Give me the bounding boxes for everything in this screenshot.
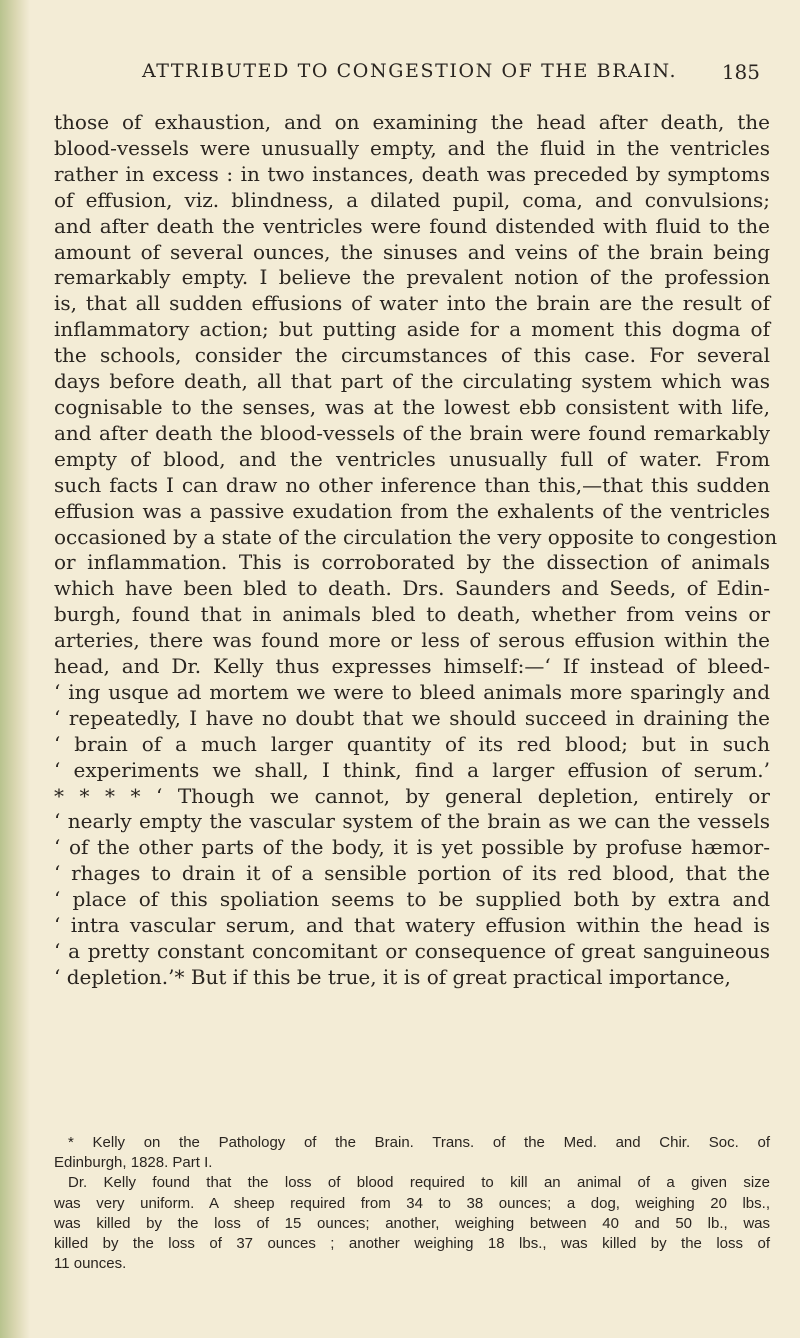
text-line: which have been bled to death. Drs. Saunders and Seeds, of Edin- [54,576,770,601]
text-line: rather in excess : in two instances, death was preceded by symptoms [54,161,770,186]
text-line: the schools, consider the circumstances of this case. For several [54,343,770,368]
text-line: empty of blood, and the ventricles unusually full of water. From [54,446,770,471]
page-number: 185 [721,60,760,84]
text-line: ‘ experiments we shall, I think, find a larger effusion of serum.’ [54,757,770,782]
text-line: ‘ ing usque ad mortem we were to bleed animals more sparingly and [54,679,770,704]
text-line: blood-vessels were unusually empty, and the fluid in the ventricles [54,135,770,160]
footnote-line: was killed by the loss of 15 ounces; another, weighing between 40 and 50 lb., was [54,1214,770,1232]
text-line: amount of several ounces, the sinuses and veins of the brain being [54,239,770,264]
footnotes [54,1133,770,1274]
footnote-line: killed by the loss of 37 ounces ; another weighing 18 lbs., was killed by the loss of [54,1235,770,1253]
page-edge-shadow [0,0,30,1338]
text-line: ‘ a pretty constant concomitant or consequence of great sanguineous [54,939,770,963]
footnote-line: 11 ounces. [54,1255,127,1273]
page-header [142,60,760,90]
text-line: ‘ depletion.’* But if this be true, it is of great practical importance, [54,964,731,989]
running-title: ATTRIBUTED TO CONGESTION OF THE BRAIN. [142,60,678,82]
text-line: of effusion, viz. blindness, a dilated pupil, coma, and convulsions; [54,187,770,212]
text-line: effusion was a passive exudation from the exhalents of the ventricles [54,498,770,523]
body-text [54,110,778,991]
text-line: ‘ repeatedly, I have no doubt that we should succeed in draining the [54,705,770,730]
footnote-line: Dr. Kelly found that the loss of blood required to kill an animal of a given size [68,1174,770,1192]
text-line: and after death the ventricles were found distended with fluid to the [54,213,770,238]
text-line: ‘ brain of a much larger quantity of its red blood; but in such [54,731,770,756]
text-line: cognisable to the senses, was at the lowest ebb consistent with life, [54,394,770,419]
text-line: or inflammation. This is corroborated by the dissection of animals [54,550,770,575]
text-line: ‘ place of this spoliation seems to be supplied both by extra and [54,887,770,912]
text-line: arteries, there was found more or less of serous effusion within the [54,628,770,653]
text-line: ‘ intra vascular serum, and that watery effusion within the head is [54,913,770,938]
text-line: * * * * ‘ Though we cannot, by general depletion, entirely or [54,783,770,808]
text-line: ‘ of the other parts of the body, it is yet possible by profuse hæmor- [54,835,770,860]
footnote-line: * Kelly on the Pathology of the Brain. Trans. of the Med. and Chir. Soc. of [68,1134,770,1151]
text-line: inflammatory action; but putting aside for a moment this dogma of [54,317,770,342]
text-line: those of exhaustion, and on examining the head after death, the [54,110,770,134]
text-line: head, and Dr. Kelly thus expresses himself:—‘ If instead of bleed- [54,654,770,679]
text-line: burgh, found that in animals bled to death, whether from veins or [54,602,770,627]
footnote-line: Edinburgh, 1828. Part I. [54,1154,213,1172]
text-line: remarkably empty. I believe the prevalent notion of the profession [54,265,770,290]
text-line: is, that all sudden effusions of water into the brain are the result of [54,291,770,316]
text-line: days before death, all that part of the circulating system which was [54,369,770,394]
text-line: and after death the blood-vessels of the brain were found remarkably [54,420,770,445]
text-line: ‘ nearly empty the vascular system of the brain as we can the vessels [54,809,770,834]
footnote-line: was very uniform. A sheep required from 34 to 38 ounces; a dog, weighing 20 lbs., [54,1194,770,1212]
text-line: such facts I can draw no other inference than this,—that this sudden [54,472,770,497]
text-line: occasioned by a state of the circulation the very opposite to congestion [54,524,778,549]
text-line: ‘ rhages to drain it of a sensible portion of its red blood, that the [54,861,770,886]
